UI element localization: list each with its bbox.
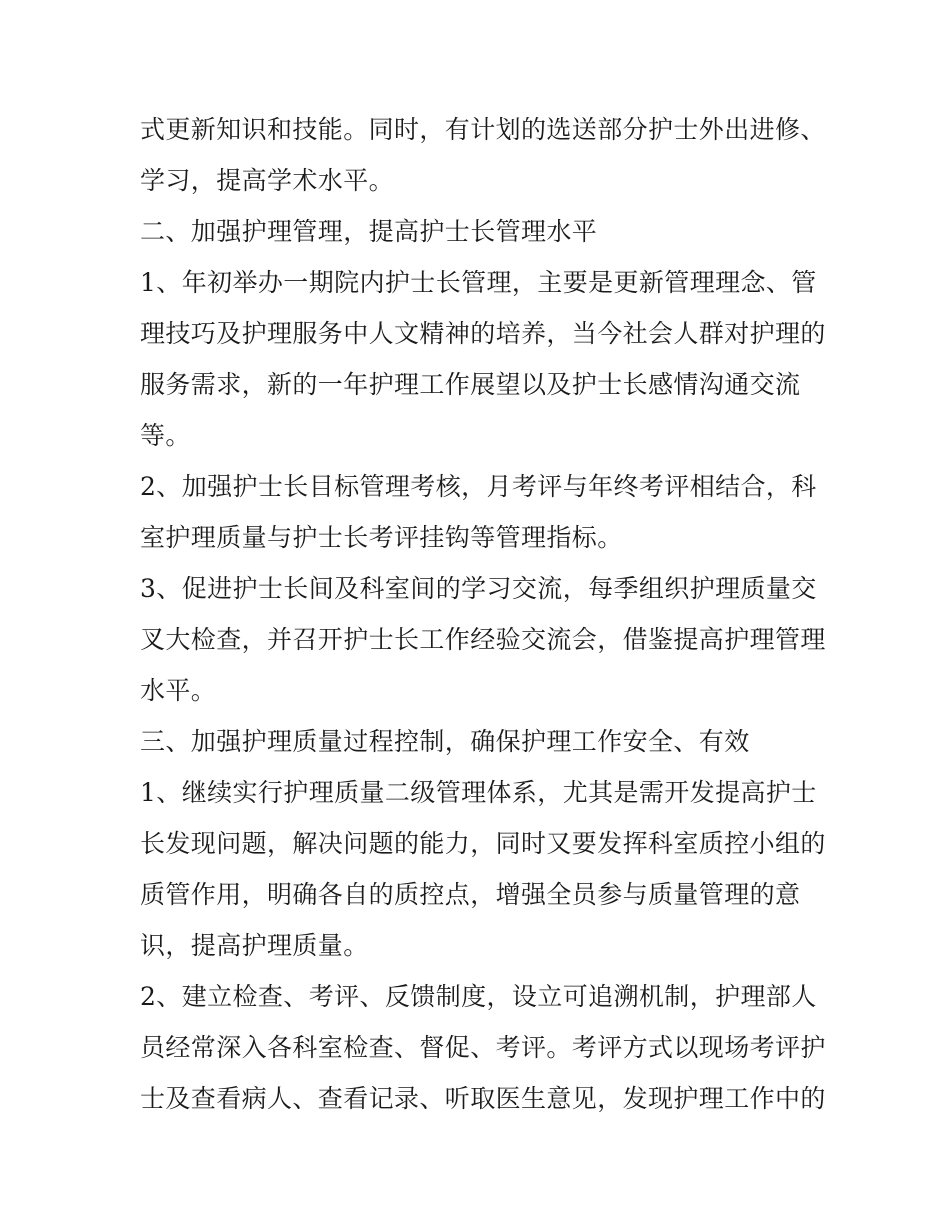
body-line-11: 叉大检查，并召开护士长工作经验交流会，借鉴提高护理管理 bbox=[140, 625, 826, 654]
body-line-17: 识，提高护理质量。 bbox=[140, 931, 369, 960]
section-heading-2: 二、加强护理管理，提高护士长管理水平 bbox=[140, 217, 598, 246]
section-heading-3: 三、加强护理质量过程控制，确保护理工作安全、有效 bbox=[140, 727, 750, 756]
body-line-1: 式更新知识和技能。同时，有计划的选送部分护士外出进修、 bbox=[140, 115, 826, 144]
body-line-15: 长发现问题，解决问题的能力，同时又要发挥科室质控小组的 bbox=[140, 829, 826, 858]
body-line-16: 质管作用，明确各自的质控点，增强全员参与质量管理的意 bbox=[140, 880, 801, 909]
body-line-9: 室护理质量与护士长考评挂钩等管理指标。 bbox=[140, 523, 623, 552]
body-line-2: 学习，提高学术水平。 bbox=[140, 166, 395, 195]
body-line-5: 理技巧及护理服务中人文精神的培养，当今社会人群对护理的 bbox=[140, 319, 826, 348]
body-line-18: 2、建立检查、考评、反馈制度，设立可追溯机制，护理部人 bbox=[140, 982, 817, 1011]
body-line-19: 员经常深入各科室检查、督促、考评。考评方式以现场考评护 bbox=[140, 1033, 826, 1062]
body-line-8: 2、加强护士长目标管理考核，月考评与年终考评相结合，科 bbox=[140, 472, 817, 501]
body-line-6: 服务需求，新的一年护理工作展望以及护士长感情沟通交流 bbox=[140, 370, 801, 399]
body-line-7: 等。 bbox=[140, 421, 191, 450]
body-line-4: 1、年初举办一期院内护士长管理，主要是更新管理理念、管 bbox=[140, 268, 817, 297]
body-line-12: 水平。 bbox=[140, 676, 217, 705]
body-line-14: 1、继续实行护理质量二级管理体系，尤其是需开发提高护士 bbox=[140, 778, 817, 807]
body-line-20: 士及查看病人、查看记录、听取医生意见，发现护理工作中的 bbox=[140, 1084, 826, 1113]
body-line-10: 3、促进护士长间及科室间的学习交流，每季组织护理质量交 bbox=[140, 574, 817, 603]
document-body bbox=[140, 104, 826, 1124]
